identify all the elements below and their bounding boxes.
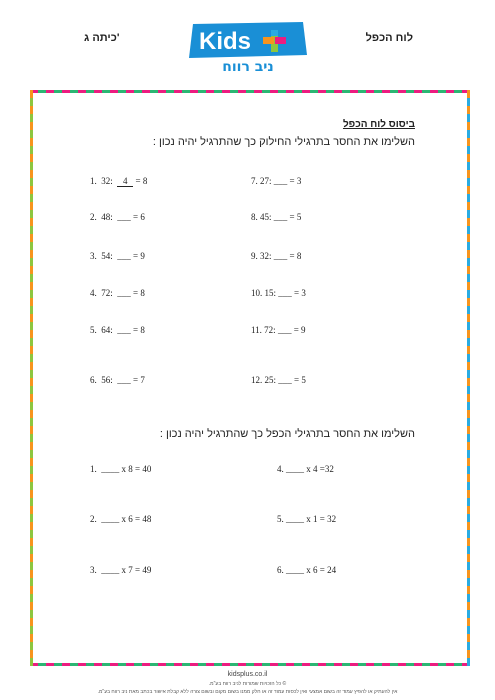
answer-blank[interactable]: ___ [278,375,292,385]
multiplication-exercise-1: 1. ____ x 8 = 40 [90,464,152,474]
multiplication-exercise-2: 2. ____ x 6 = 48 [90,514,152,524]
division-exercise-4: 4. 72: ___ = 8 [90,288,145,298]
answer-blank[interactable]: ___ [117,212,131,222]
division-exercise-8: 8. 45: ___ = 5 [251,212,302,222]
division-exercise-1: 1. 32: 4 = 8 [90,176,148,186]
division-exercise-3: 3. 54: ___ = 9 [90,251,145,261]
footer-url[interactable]: kidsplus.co.il [227,671,268,678]
answer-blank[interactable]: ___ [117,288,131,298]
answer-blank[interactable]: ___ [277,325,292,335]
answer-blank[interactable]: ___ [273,251,288,261]
grade-label: כיתה ג' [84,32,120,44]
division-exercise-6: 6. 56: ___ = 7 [90,375,145,385]
multiplication-exercise-3: 3. ____ x 7 = 49 [90,565,152,575]
answer-blank[interactable]: 4 [117,176,133,187]
answer-blank[interactable]: ___ [273,176,288,186]
division-exercise-9: 9. 32: ___ = 8 [251,251,302,261]
answer-blank[interactable]: ___ [117,251,131,261]
answer-blank[interactable]: ___ [117,375,131,385]
division-exercise-12: 12. 25: ___ = 5 [251,375,306,385]
kids-plus-logo [187,22,309,80]
answer-blank[interactable]: ___ [273,212,288,222]
topic-label: לוח הכפל [365,32,413,44]
logo-text: Kids [199,28,252,55]
logo-subtitle: ניב רווח [222,59,274,75]
division-exercise-7: 7. 27: ___ = 3 [251,176,302,186]
multiplication-exercise-5: 5. ____ x 1 = 32 [277,514,337,524]
division-exercise-10: 10. 15: ___ = 3 [251,288,306,298]
division-exercise-5: 5. 64: ___ = 8 [90,325,145,335]
logo-banner [187,22,309,59]
multiplication-exercise-4: 4. ____ x 4 =32 [277,464,334,474]
answer-blank[interactable]: ___ [117,325,131,335]
footer-copyright: © כל הזכויות שמורות לניב רווח בע"מ. [208,681,287,687]
multiplication-exercise-6: 6. ____ x 6 = 24 [277,565,337,575]
division-instruction: השלימו את החסר בתרגילי החילוק כך שהתרגיל יהיה נכון : [152,136,415,148]
division-exercise-2: 2. 48: ___ = 6 [90,212,145,222]
footer-notice: אין להעתיק או להפיץ עמוד זה בשום אמצעי ואין לכסות עמוד זה או חלק ממנו בשום מקום ובשום צורה ללא קבלת אישור בכתב מאת ניב רווח בע"מ. [97,689,398,695]
division-exercise-11: 11. 72: ___ = 9 [251,325,306,335]
answer-blank[interactable]: ___ [278,288,292,298]
multiplication-instruction: השלימו את החסר בתרגילי הכפל כך שהתרגיל יהיה נכון : [159,428,415,440]
section-title: ביסוס לוח הכפל [342,119,415,130]
